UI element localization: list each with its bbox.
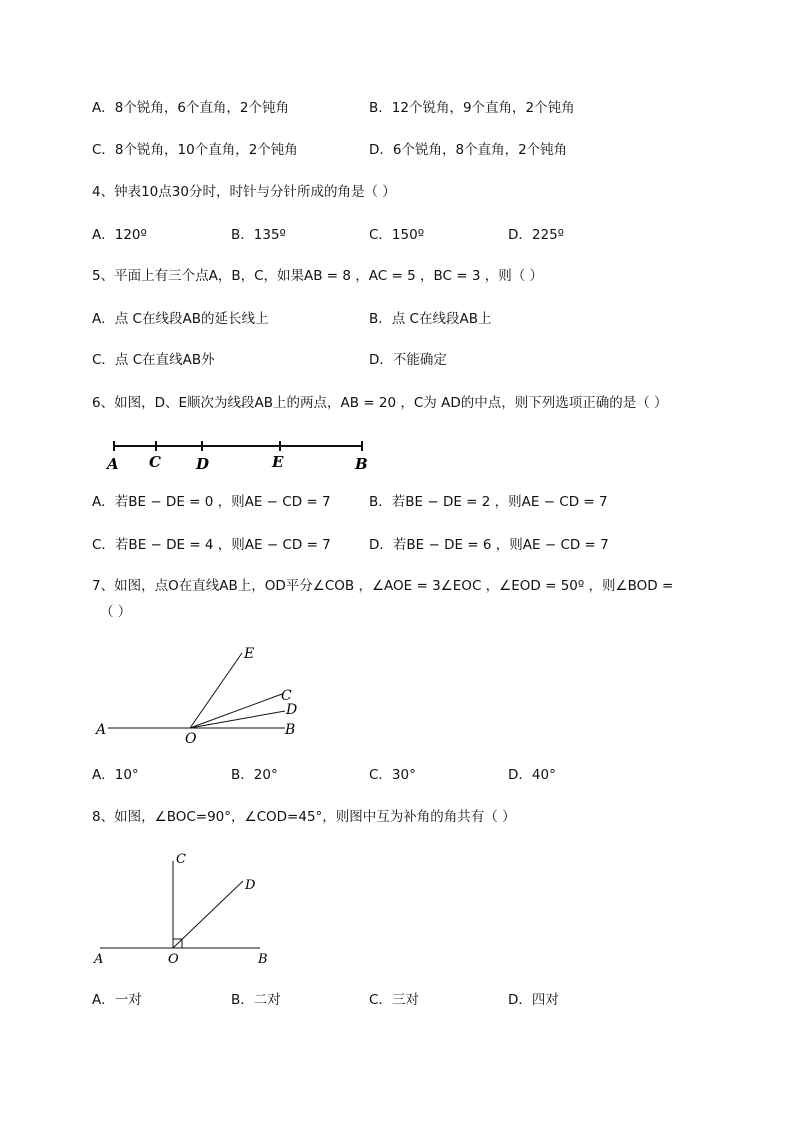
q7-label-c: C [281, 688, 292, 704]
q8-option-c: C．三对 [369, 992, 419, 1008]
q4-option-c: C．150º [369, 227, 425, 243]
q7-label-d: D [286, 702, 298, 718]
q8-label-c: C [176, 852, 186, 867]
q8-label-d: D [245, 878, 256, 893]
q7-option-c: C．30° [369, 767, 416, 783]
q7-label-o: O [185, 731, 197, 747]
q4-option-d: D．225º [508, 227, 565, 243]
q7-label-b: B [285, 722, 296, 738]
q6-option-d: D．若BE − DE = 6 ，则AE − CD = 7 [369, 537, 609, 553]
q7-option-b: B．20° [231, 767, 278, 783]
q8-angle-figure [88, 848, 278, 970]
q5-stem: 5、平面上有三个点A，B，C，如果AB = 8 ，AC = 5 ，BC = 3 ，则（ ） [92, 268, 543, 284]
q3-option-c: C．8个锐角，10个直角，2个钝角 [92, 142, 298, 158]
q6-option-a: A．若BE − DE = 0 ，则AE − CD = 7 [92, 494, 331, 510]
q8-option-a: A．一对 [92, 992, 142, 1008]
q7-stem-answer-blank: （ ） [100, 604, 132, 620]
q6-option-b: B．若BE − DE = 2 ，则AE − CD = 7 [369, 494, 608, 510]
q6-label-d: D [196, 455, 210, 473]
q3-option-a: A．8个锐角，6个直角，2个钝角 [92, 100, 290, 116]
q3-option-d: D．6个锐角，8个直角，2个钝角 [369, 142, 568, 158]
q8-label-b: B [258, 952, 268, 967]
q7-stem: 7、如图，点O在直线AB上，OD平分∠COB ，∠AOE = 3∠EOC ，∠EOD = 50º ，则∠BOD = [92, 578, 674, 594]
q5-option-b: B．点 C在线段AB上 [369, 311, 492, 327]
q6-option-c: C．若BE − DE = 4 ，则AE − CD = 7 [92, 537, 331, 553]
q5-option-a: A．点 C在线段AB的延长线上 [92, 311, 269, 327]
q7-option-d: D．40° [508, 767, 556, 783]
q5-option-c: C．点 C在直线AB外 [92, 352, 215, 368]
q3-option-b: B．12个锐角，9个直角，2个钝角 [369, 100, 575, 116]
q6-segment-figure [100, 432, 390, 477]
q4-stem: 4、钟表10点30分时，时针与分针所成的角是（ ） [92, 184, 396, 200]
q6-label-c: C [149, 453, 161, 471]
q7-label-e: E [244, 646, 255, 662]
q7-option-a: A．10° [92, 767, 139, 783]
q8-label-a: A [94, 952, 104, 967]
q8-option-d: D．四对 [508, 992, 559, 1008]
q5-option-d: D．不能确定 [369, 352, 447, 368]
q8-label-o: O [168, 952, 179, 967]
q6-stem: 6、如图，D、E顺次为线段AB上的两点，AB = 20 ，C为 AD的中点，则下列选项正确的是（ ） [92, 395, 668, 411]
q6-label-a: A [107, 455, 119, 473]
q4-option-b: B．135º [231, 227, 286, 243]
q6-label-e: E [272, 453, 284, 471]
q4-option-a: A．120º [92, 227, 147, 243]
q7-angle-figure [90, 640, 320, 750]
q8-option-b: B．二对 [231, 992, 281, 1008]
q8-stem: 8、如图，∠BOC=90°，∠COD=45°，则图中互为补角的角共有（ ） [92, 809, 516, 825]
q7-label-a: A [96, 722, 107, 738]
q6-label-b: B [355, 455, 368, 473]
